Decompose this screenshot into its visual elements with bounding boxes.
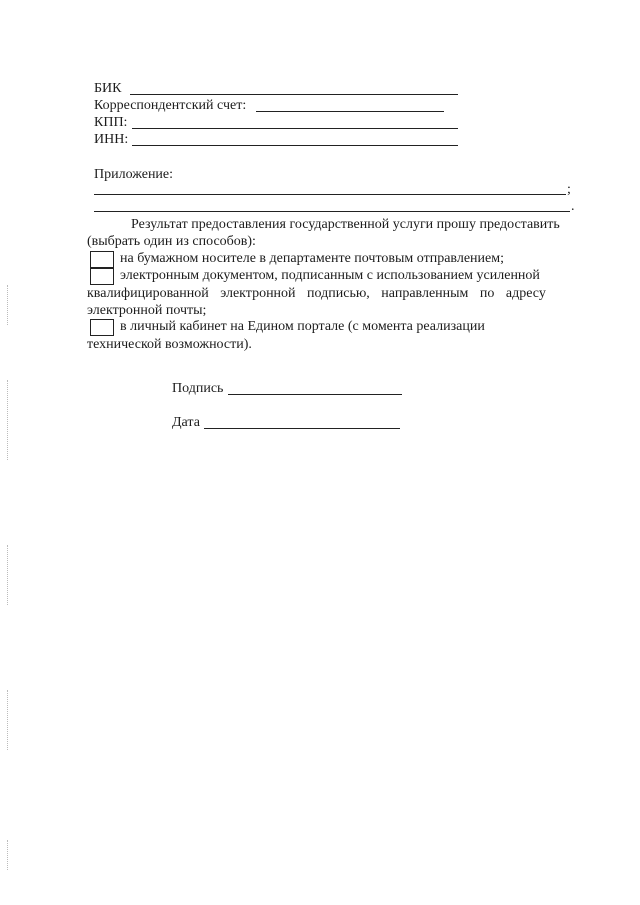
attachment-line-2-end: .	[571, 199, 575, 214]
attachment-line-1-end: ;	[567, 182, 571, 197]
date-label: Дата	[172, 415, 200, 430]
option-paper-text: на бумажном носителе в департаменте почтовым отправлением;	[120, 251, 504, 266]
bik-label: БИК	[94, 81, 122, 96]
scan-artifact	[7, 690, 10, 750]
scan-artifact	[7, 285, 10, 325]
scan-artifact	[7, 840, 10, 870]
option-portal-checkbox[interactable]	[90, 319, 114, 336]
signature-field-line[interactable]	[228, 394, 402, 395]
kpp-field-line[interactable]	[132, 128, 458, 129]
date-field-line[interactable]	[204, 428, 400, 429]
option-portal-text-2: технической возможности).	[87, 337, 252, 352]
option-electronic-checkbox[interactable]	[90, 268, 114, 285]
result-intro-line-1: Результат предоставления государственной услуги прошу предоставить	[131, 217, 560, 232]
attachment-line-2[interactable]	[94, 211, 570, 212]
option-electronic-text-3: электронной почты;	[87, 303, 207, 318]
scan-artifact	[7, 545, 10, 605]
inn-field-line[interactable]	[132, 145, 458, 146]
attachment-line-1[interactable]	[94, 194, 566, 195]
corr-account-field-line[interactable]	[256, 111, 444, 112]
option-electronic-text-1: электронным документом, подписанным с использованием усиленной	[120, 268, 540, 283]
attachment-label: Приложение:	[94, 167, 174, 182]
kpp-label: КПП:	[94, 115, 128, 130]
option-portal-text-1: в личный кабинет на Едином портале (с момента реализации	[120, 319, 485, 334]
signature-label: Подпись	[172, 381, 224, 396]
scan-artifact	[7, 380, 10, 460]
bik-field-line[interactable]	[130, 94, 458, 95]
corr-account-label: Корреспондентский счет:	[94, 98, 247, 113]
inn-label: ИНН:	[94, 132, 129, 147]
result-intro-line-2: (выбрать один из способов):	[87, 234, 256, 249]
option-electronic-text-2: квалифицированной электронной подписью, направленным по адресу	[87, 286, 546, 301]
option-paper-checkbox[interactable]	[90, 251, 114, 268]
